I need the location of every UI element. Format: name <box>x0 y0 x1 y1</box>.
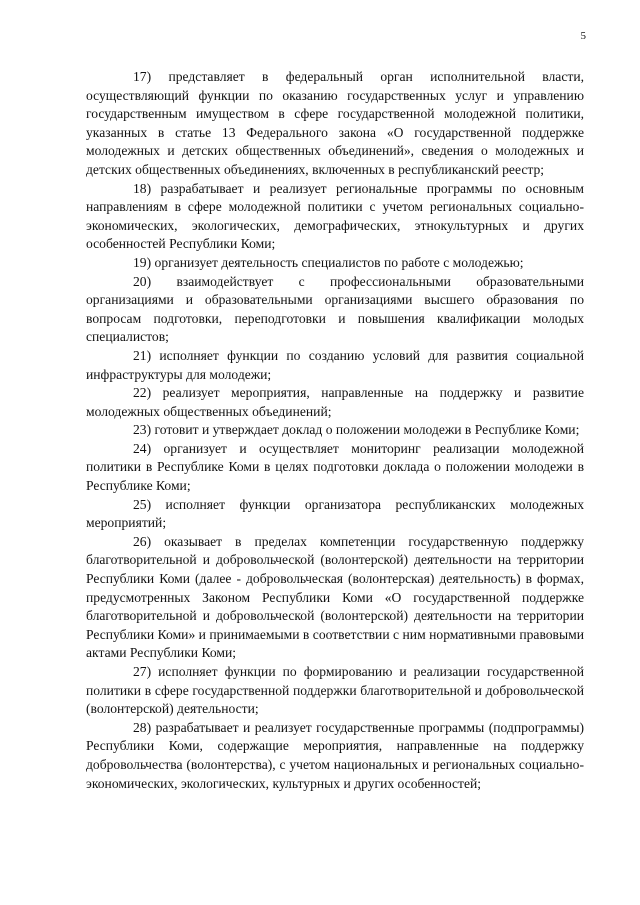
paragraph-item-24: 24) организует и осуществляет мониторинг реализации молодежной политики в Республике Коми в целях подготовки доклада о положении молодежи в Республике Коми; <box>86 440 584 494</box>
paragraph-item-28: 28) разрабатывает и реализует государственные программы (подпрограммы) Республики Коми, содержащие мероприятия, направленные на поддержку добровольчества (волонтерства), с учетом национальных и региональных социально-экономических, экологических, культурных и других особенностей; <box>86 719 584 791</box>
paragraph-item-22: 22) реализует мероприятия, направленные на поддержку и развитие молодежных общественных объединений; <box>86 385 584 419</box>
paragraph-item-19: 19) организует деятельность специалистов по работе с молодежью; <box>133 254 524 270</box>
page-number: 5 <box>580 30 586 42</box>
paragraph-item-21: 21) исполняет функции по созданию условий для развития социальной инфраструктуры для молодежи; <box>86 347 584 382</box>
paragraph-item-18: 18) разрабатывает и реализует региональные программы по основным направлениям в сфере молодежной политики с учетом региональных социально-экономических, экологических, демографических, этнокультурных и других особенностей Республики Коми; <box>86 180 584 252</box>
paragraph-item-23: 23) готовит и утверждает доклад о положении молодежи в Республике Коми; <box>133 422 580 438</box>
paragraph-item-25: 25) исполняет функции организатора республиканских молодежных мероприятий; <box>86 496 584 531</box>
paragraph-item-27: 27) исполняет функции по формированию и реализации государственной политики в сфере государственной поддержки благотворительной и добровольческой (волонтерской) деятельности; <box>86 664 584 717</box>
paragraph-item-17: 17) представляет в федеральный орган исполнительной власти, осуществляющий функции по оказанию государственных услуг и управлению государственным имуществом в сфере государственной молодежной политики, указанных в статье 13 Федерального закона «О государственной поддержке молодежных и детских общественных объединений», сведения о молодежных и детских общественных объединениях, включенных в республиканский реестр; <box>86 69 584 177</box>
paragraph-item-20: 20) взаимодействует с профессиональными образовательными организациями и образовательными организациями высшего образования по вопросам подготовки, переподготовки и повышения квалификации молодых специалистов; <box>86 273 584 345</box>
document-body <box>86 68 584 793</box>
paragraph-item-26: 26) оказывает в пределах компетенции государственную поддержку благотворительной и добровольческой (волонтерской) деятельности на территории Республики Коми (далее - добровольческая (волонтерская) деятельность) в формах, предусмотренных Законом Республики Коми «О государственной поддержке благотворительной и добровольческой (волонтерской) деятельности на территории Республики Коми» и принимаемыми в соответствии с ним нормативными правовыми актами Республики Коми; <box>86 533 584 661</box>
